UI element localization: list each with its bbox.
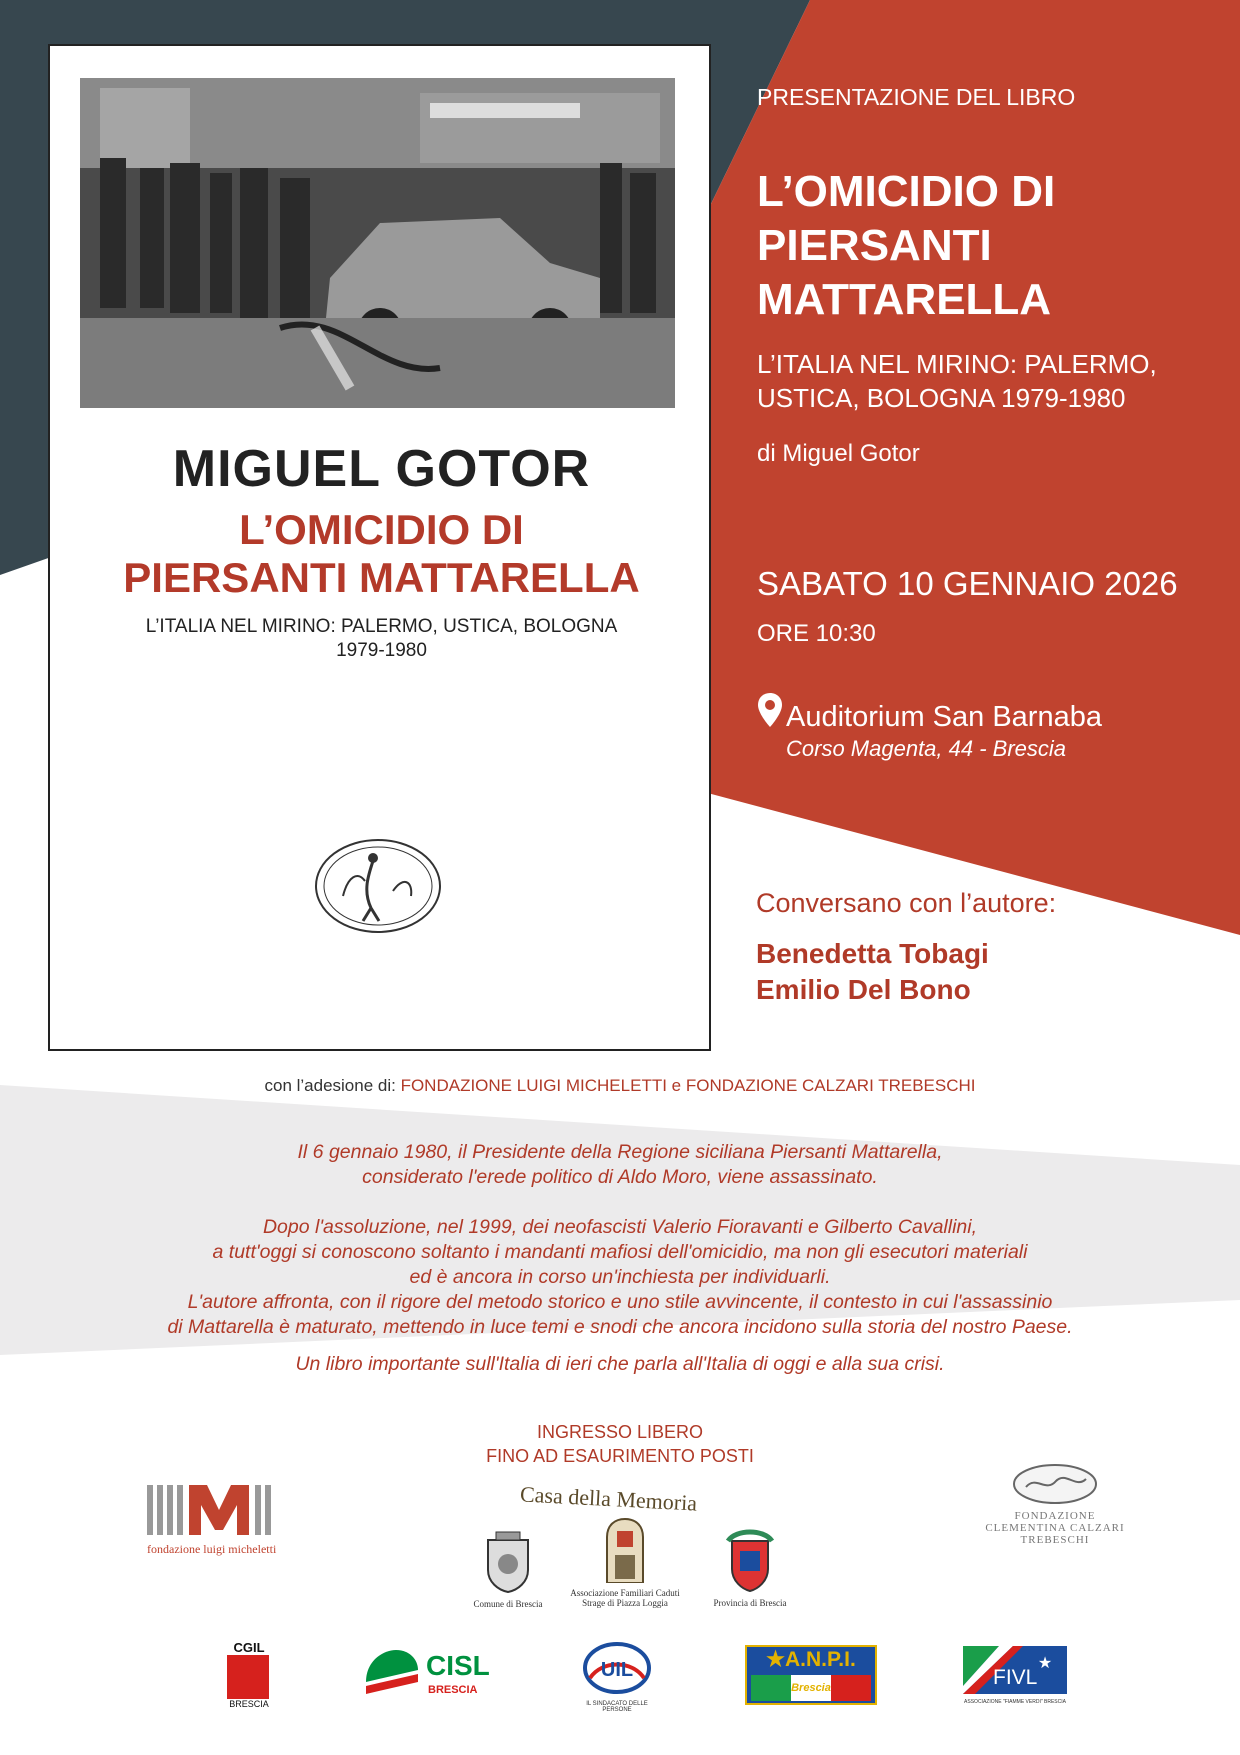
anpi-name: ★A.N.P.I. [766,1648,856,1671]
comune-logo [463,1530,553,1609]
fivl-logo [963,1646,1067,1704]
anpi-sub: Brescia [791,1682,831,1694]
calzari-logo [965,1463,1145,1546]
location-pin-icon [757,692,783,728]
calzari-seal-icon [1012,1463,1098,1505]
title-line3: MATTARELLA [757,275,1052,324]
byline: di Miguel Gotor [757,440,920,467]
adhesion-line [0,1076,1240,1096]
entry-info [0,1420,1240,1468]
cover-subtitle-line1: L’ITALIA NEL MIRINO: PALERMO, USTICA, BOLOGNA [145,616,618,637]
fivl-name: FIVL [993,1666,1038,1689]
svg-text:★: ★ [1037,1655,1053,1672]
uil-sub: IL SINDACATO DELLE PERSONE [586,1701,648,1713]
book-cover [48,44,711,1051]
speaker-name: Benedetta Tobagi [756,938,989,969]
micheletti-name: fondazione luigi micheletti [147,1542,277,1556]
anpi-logo [745,1645,877,1705]
description-line: di Mattarella è maturato, mettendo in luce temi e snodi che ancora incidono sulla storia del nostro Paese. [167,1316,1073,1338]
cgil-name: CGIL [233,1640,265,1655]
cisl-sub: BRESCIA [428,1684,478,1696]
description-line: considerato l'erede politico di Aldo Moro, viene assassinato. [362,1166,878,1188]
cover-photo-illustration [80,78,675,408]
cover-title-line2: PIERSANTI MATTARELLA [123,554,640,601]
subtitle-line2: USTICA, BOLOGNA 1979-1980 [757,383,1126,413]
description-line: Un libro importante sull'Italia di ieri che parla all'Italia di oggi e alla sua crisi. [295,1353,945,1375]
description-line: Dopo l'assoluzione, nel 1999, dei neofascisti Valerio Fioravanti e Gilberto Cavallini, [262,1216,978,1238]
title-line1: L’OMICIDIO DI [757,167,1056,216]
venue-address: Corso Magenta, 44 - Brescia [786,736,1067,761]
provincia-crest-icon [722,1527,778,1593]
adhesion-orgs: FONDAZIONE LUIGI MICHELETTI e FONDAZIONE CALZARI TREBESCHI [400,1076,976,1095]
description-line: L'autore affronta, con il rigore del metodo storico e uno stile avvincente, il contesto in cui l'assassinio [187,1291,1053,1313]
einaudi-seal-icon [313,836,443,936]
associazione-name [555,1588,695,1608]
cover-photo [80,78,675,408]
fivl-sub: ASSOCIAZIONE "FIAMME VERDI" BRESCIA [964,1699,1066,1705]
comune-crest-icon [482,1530,534,1594]
calzari-line1: FONDAZIONE [1014,1510,1096,1522]
uil-mark-icon [582,1640,652,1696]
associazione-line1: Associazione Familiari Caduti [570,1588,680,1598]
micheletti-logo [147,1485,307,1561]
anpi-name-text: A.N.P.I. [785,1648,856,1671]
speakers-label: Conversano con l’autore: [756,888,1057,918]
calzari-line2: CLEMENTINA CALZARI [985,1522,1125,1534]
provincia-logo [705,1527,795,1608]
associazione-logo [555,1517,695,1608]
title-line2: PIERSANTI [757,221,992,270]
cgil-red-square-icon [227,1655,269,1699]
speakers-list [756,936,989,1008]
entry-line1: INGRESSO LIBERO [536,1422,704,1442]
subtitle-line1: L’ITALIA NEL MIRINO: PALERMO, [757,349,1157,379]
uil-logo [572,1640,662,1713]
cisl-logo [362,1646,522,1702]
event-time: ORE 10:30 [757,620,876,647]
kicker: PRESENTAZIONE DEL LIBRO [757,84,1076,110]
speaker-name: Emilio Del Bono [756,974,971,1005]
description-line: a tutt'oggi si conoscono soltanto i mandanti mafiosi dell'omicidio, ma non gli esecutori materiali [212,1241,1028,1263]
cgil-logo [227,1640,271,1709]
micheletti-mark-icon [147,1485,277,1535]
subtitle [757,347,1157,415]
provincia-name: Provincia di Brescia [713,1598,787,1608]
loggia-tower-icon [603,1517,647,1583]
casa-memoria-title: Casa della Memoria [519,1481,698,1516]
associazione-line2: Strage di Piazza Loggia [582,1598,668,1608]
cisl-mark-icon [362,1646,422,1702]
uil-name: UIL [600,1659,634,1681]
cover-author: MIGUEL GOTOR [172,440,591,498]
description [0,1140,1240,1377]
title [757,165,1055,327]
cisl-name: CISL [426,1650,490,1681]
entry-line2: FINO AD ESAURIMENTO POSTI [486,1446,754,1466]
event-date: SABATO 10 GENNAIO 2026 [757,565,1178,602]
cgil-sub: BRESCIA [229,1699,269,1709]
venue-name: Auditorium San Barnaba [786,701,1102,733]
adhesion-prefix: con l’adesione di: [264,1076,401,1095]
comune-name: Comune di Brescia [473,1599,543,1609]
cover-title-line1: L’OMICIDIO DI [239,506,524,553]
cover-subtitle-line2: 1979-1980 [336,640,427,661]
calzari-line3: TREBESCHI [1020,1534,1090,1546]
calzari-name [965,1510,1145,1546]
description-line: ed è ancora in corso un'inchiesta per individuarli. [409,1266,831,1288]
description-line: Il 6 gennaio 1980, il Presidente della Regione siciliana Piersanti Mattarella, [297,1141,943,1163]
